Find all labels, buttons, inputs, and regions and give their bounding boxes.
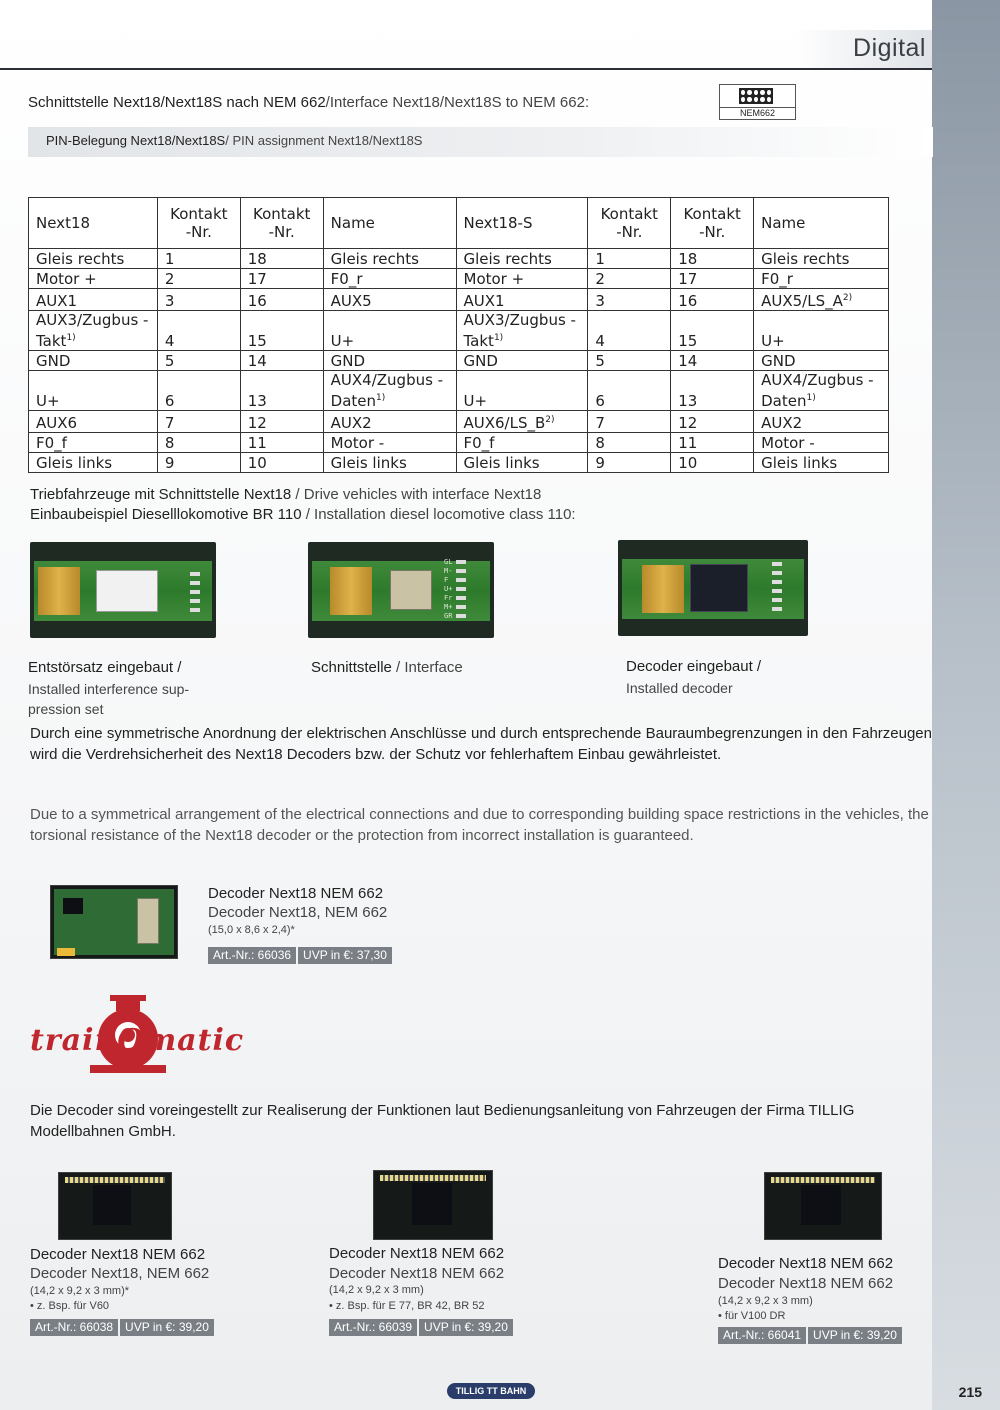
decoder-66041-image	[764, 1172, 882, 1240]
table-row	[29, 371, 889, 411]
product-1-dimensions: (14,2 x 9,2 x 3 mm)*	[30, 1285, 130, 1297]
price: UVP in €: 37,30	[298, 947, 392, 964]
trainomatic-logo	[30, 995, 250, 1085]
column-header: Kontakt -Nr.	[240, 198, 323, 249]
product-2-price-bar	[329, 1319, 513, 1336]
photo-2-caption-de: Schnittstelle	[311, 659, 392, 676]
table-row	[29, 269, 889, 289]
product-1-subtitle: Decoder Next18, NEM 662	[30, 1265, 210, 1282]
solder-pads	[190, 572, 200, 612]
product-1-title: Decoder Next18 NEM 662	[30, 1246, 206, 1263]
table-cell: 8	[157, 433, 240, 453]
article-number: Art.-Nr.: 66041	[718, 1327, 806, 1344]
table-row	[29, 311, 889, 351]
table-cell: Gleis links	[29, 453, 158, 473]
table-cell: AUX2	[754, 411, 889, 433]
column-header: Name	[754, 198, 889, 249]
product-2-title: Decoder Next18 NEM 662	[329, 1245, 505, 1262]
next18-plug	[137, 898, 159, 944]
table-cell: AUX5	[323, 289, 456, 311]
photo-decoder-installed	[618, 540, 808, 636]
table-cell: 4	[157, 311, 240, 351]
pin-strip	[771, 1177, 875, 1183]
product-2-note: • z. Bsp. für E 77, BR 42, BR 52	[329, 1300, 485, 1312]
pcb-mark: M+	[444, 603, 453, 611]
table-cell: 1	[157, 249, 240, 269]
table-row	[29, 433, 889, 453]
motor-coil	[330, 567, 372, 615]
table-cell: 18	[671, 249, 754, 269]
table-cell: Gleis rechts	[456, 249, 588, 269]
column-header: Kontakt -Nr.	[157, 198, 240, 249]
table-cell: 9	[588, 453, 671, 473]
table-cell: 1	[588, 249, 671, 269]
pin-assignment-bar	[28, 127, 933, 157]
product-3-note: • für V100 DR	[718, 1310, 786, 1322]
table-cell: 7	[588, 411, 671, 433]
table-cell: GND	[754, 351, 889, 371]
pin-assignment-en: / PIN assignment Next18/Next18S	[225, 133, 423, 148]
column-header: Kontakt -Nr.	[671, 198, 754, 249]
table-cell: U+	[754, 311, 889, 351]
photo-interference-suppression	[30, 542, 216, 638]
tillig-logo: TILLIG TT BAHN	[447, 1383, 535, 1399]
product-1-price-bar	[30, 1319, 214, 1336]
product-2-subtitle: Decoder Next18 NEM 662	[329, 1265, 505, 1282]
table-cell: F0_f	[456, 433, 588, 453]
header-rule	[0, 68, 932, 70]
table-cell: 9	[157, 453, 240, 473]
intro-paragraph: Die Decoder sind voreingestellt zur Realiserung der Funktionen laut Bedienungsanleitung von Fahrzeugen der Firma TILLIG Modellbahnen GmbH.	[30, 1102, 855, 1140]
pcb-mark: F	[444, 576, 449, 584]
pcb-mark: GR	[444, 612, 453, 620]
decoder-66039-image	[373, 1170, 493, 1240]
table-row	[29, 411, 889, 433]
table-cell: $AUX5/LS\_A^{2)}$	[754, 289, 889, 311]
table-cell: 2	[588, 269, 671, 289]
table-cell: $AUX6/LS\_B^{2)}$	[456, 411, 588, 433]
table-cell: Gleis links	[323, 453, 456, 473]
table-cell: 13	[240, 371, 323, 411]
table-cell: 12	[240, 411, 323, 433]
product-3-title: Decoder Next18 NEM 662	[718, 1255, 894, 1272]
photo-interface	[308, 542, 494, 638]
table-cell: U+	[29, 371, 158, 411]
product-3-price-bar	[718, 1327, 902, 1344]
table-cell: AUX6	[29, 411, 158, 433]
product-main-dimensions: (15,0 x 8,6 x 2,4)*	[208, 924, 295, 936]
product-main-subtitle: Decoder Next18, NEM 662	[208, 904, 388, 921]
table-cell: Gleis links	[754, 453, 889, 473]
column-header: Name	[323, 198, 456, 249]
table-cell: AUX3/Zugbus -Takt$^{1)}$	[29, 311, 158, 351]
table-cell: GND	[456, 351, 588, 371]
article-number: Art.-Nr.: 66039	[329, 1319, 417, 1336]
photo-3-caption	[626, 657, 761, 677]
table-header-row	[29, 198, 889, 249]
chip	[93, 1185, 131, 1225]
photo-3-caption-en: Installed decoder	[626, 680, 733, 696]
table-cell: U+	[456, 371, 588, 411]
vehicles-line-2-en: / Installation diesel locomotive class 110:	[301, 506, 576, 523]
chip	[801, 1185, 841, 1225]
table-cell: 5	[588, 351, 671, 371]
table-cell: AUX4/Zugbus -Daten$^{1)}$	[754, 371, 889, 411]
column-header: Kontakt -Nr.	[588, 198, 671, 249]
photo-1-caption	[28, 658, 181, 678]
table-cell: F0_f	[29, 433, 158, 453]
photo-1-caption-de: Entstörsatz eingebaut /	[28, 659, 182, 676]
table-row	[29, 453, 889, 473]
decoder-66038-image	[58, 1172, 172, 1240]
pin-assignment-de: PIN-Belegung Next18/Next18S	[46, 133, 226, 148]
table-cell: 14	[671, 351, 754, 371]
price: UVP in €: 39,20	[419, 1319, 513, 1336]
body-paragraph-de: Durch eine symmetrische Anordnung der elektrischen Anschlüsse und durch entsprechende Bauraumbegrenzungen in den Fahrzeugen wird die Verdrehsicherheit des Next18 Decoders bzw. der Schutz vor fehlerhaftem Einbau gewährleistet.	[30, 725, 932, 763]
table-cell: 8	[588, 433, 671, 453]
table-cell: 4	[588, 311, 671, 351]
section-title-en: /Interface Next18/Next18S to NEM 662:	[325, 94, 590, 111]
table-cell: 2	[157, 269, 240, 289]
table-cell: AUX3/Zugbus -Takt$^{1)}$	[456, 311, 588, 351]
table-cell: 14	[240, 351, 323, 371]
table-cell: Motor -	[754, 433, 889, 453]
vehicles-line-1-en: / Drive vehicles with interface Next18	[291, 486, 542, 503]
pcb-silkscreen-labels	[444, 558, 468, 621]
table-cell: GND	[323, 351, 456, 371]
table-cell: 15	[240, 311, 323, 351]
table-cell: 16	[671, 289, 754, 311]
pcb-mark: Fr	[444, 594, 453, 602]
table-cell: U+	[323, 311, 456, 351]
photo-2-caption	[311, 658, 463, 678]
section-title	[28, 94, 589, 111]
nem662-label: NEM662	[720, 107, 795, 119]
decoder-chip	[690, 564, 748, 612]
table-cell: 6	[588, 371, 671, 411]
table-cell: 17	[671, 269, 754, 289]
product-2-dimensions: (14,2 x 9,2 x 3 mm)	[329, 1284, 424, 1296]
table-cell: Gleis rechts	[29, 249, 158, 269]
product-main-title: Decoder Next18 NEM 662	[208, 885, 384, 902]
table-cell: GND	[29, 351, 158, 371]
table-cell: F0_r	[754, 269, 889, 289]
vehicles-line-2-de: Einbaubeispiel Dieselllokomotive BR 110	[30, 506, 302, 523]
table-cell: AUX2	[323, 411, 456, 433]
table-row	[29, 289, 889, 311]
decoder-66036-image	[50, 885, 178, 959]
body-paragraph-en: Due to a symmetrical arrangement of the electrical connections and due to corresponding building space restrictions in the vehicles, the torsional resistance of the Next18 decoder or the protection from incorrect installation is guaranteed.	[30, 806, 929, 844]
table-cell: 7	[157, 411, 240, 433]
table-cell: 10	[240, 453, 323, 473]
table-cell: Gleis links	[456, 453, 588, 473]
table-cell: 15	[671, 311, 754, 351]
section-title-de: Schnittstelle Next18/Next18S nach NEM 662	[28, 94, 326, 111]
suppression-module	[96, 570, 158, 612]
page-category-title: Digital	[853, 34, 926, 62]
brand-name: trainOmatic	[30, 1023, 245, 1058]
motor-coil	[642, 565, 684, 613]
nem662-symbol	[719, 84, 796, 120]
table-cell: 5	[157, 351, 240, 371]
page-number: 215	[958, 1384, 982, 1400]
pcb-mark: U+	[444, 585, 453, 593]
pin-strip	[65, 1177, 165, 1183]
vehicles-line-1	[30, 485, 541, 505]
connector-pins-icon	[739, 88, 773, 104]
table-cell: 3	[588, 289, 671, 311]
product-1-note: • z. Bsp. für V60	[30, 1300, 110, 1312]
table-cell: 12	[671, 411, 754, 433]
table-cell: 6	[157, 371, 240, 411]
capacitor	[57, 948, 75, 956]
column-header: Next18-S	[456, 198, 588, 249]
product-main-price-bar	[208, 947, 392, 964]
pcb-mark: M-	[444, 567, 453, 575]
photo-1-caption-en: Installed interference sup- pression set	[28, 681, 190, 717]
vehicles-line-1-de: Triebfahrzeuge mit Schnittstelle Next18	[30, 486, 292, 503]
chip	[412, 1183, 452, 1225]
table-row	[29, 351, 889, 371]
table-cell: Motor +	[29, 269, 158, 289]
table-cell: 13	[671, 371, 754, 411]
table-cell: AUX1	[456, 289, 588, 311]
right-margin-band	[932, 0, 1000, 1410]
table-cell: 16	[240, 289, 323, 311]
table-body	[29, 249, 889, 473]
table-cell: AUX4/Zugbus -Daten$^{1)}$	[323, 371, 456, 411]
photo-3-caption-de: Decoder eingebaut /	[626, 658, 762, 675]
motor-coil	[38, 567, 80, 615]
table-cell: 11	[671, 433, 754, 453]
price: UVP in €: 39,20	[120, 1319, 214, 1336]
next18-socket	[390, 570, 432, 610]
table-cell: Motor -	[323, 433, 456, 453]
pcb-mark: GL	[444, 558, 453, 566]
table-cell: 11	[240, 433, 323, 453]
product-3-subtitle: Decoder Next18 NEM 662	[718, 1275, 894, 1292]
article-number: Art.-Nr.: 66038	[30, 1319, 118, 1336]
article-number: Art.-Nr.: 66036	[208, 947, 296, 964]
column-header: Next18	[29, 198, 158, 249]
vehicles-line-2	[30, 505, 576, 525]
table-cell: Gleis rechts	[754, 249, 889, 269]
table-row	[29, 249, 889, 269]
table-cell: Gleis rechts	[323, 249, 456, 269]
table-cell: 3	[157, 289, 240, 311]
solder-pads	[772, 562, 782, 614]
table-cell: Motor +	[456, 269, 588, 289]
chip	[63, 898, 83, 914]
product-3-dimensions: (14,2 x 9,2 x 3 mm)	[718, 1295, 813, 1307]
pin-strip	[380, 1175, 486, 1181]
table-cell: 18	[240, 249, 323, 269]
table-cell: 10	[671, 453, 754, 473]
table-cell: 17	[240, 269, 323, 289]
table-cell: AUX1	[29, 289, 158, 311]
price: UVP in €: 39,20	[808, 1327, 902, 1344]
photo-2-caption-en: / Interface	[391, 659, 463, 676]
table-cell: F0_r	[323, 269, 456, 289]
pin-assignment-table	[28, 197, 889, 473]
